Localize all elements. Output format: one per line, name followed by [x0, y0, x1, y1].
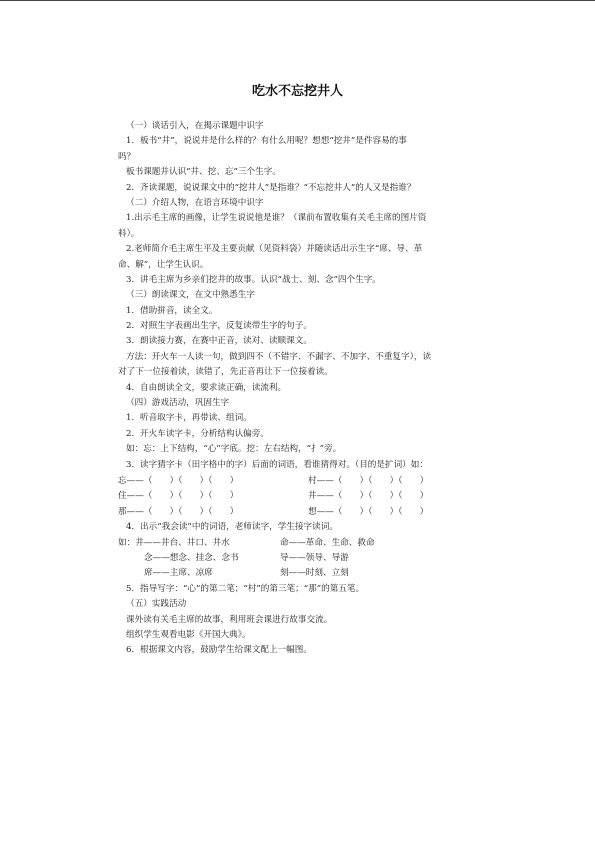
paragraph-line: 命、解”，让学生认识。 [118, 259, 209, 270]
fill-cell-left: 住——（ ）（ ）（ ） [118, 491, 239, 502]
paragraph-line: （三）朗读课文，在文中熟悉生字 [126, 290, 255, 301]
fill-cell-right: 想——（ ）（ ）（ ） [308, 506, 429, 517]
paragraph-line: 4．出示“我会读”中的词语，老师读字，学生接字读词。 [126, 522, 338, 533]
document-body [118, 119, 498, 659]
paragraph-line: 料）。 [118, 228, 140, 239]
fill-cell-left: 那——（ ）（ ）（ ） [118, 506, 239, 517]
example-row [118, 566, 498, 581]
example-row [118, 551, 498, 566]
paragraph-line: 6．根据课文内容，鼓励学生给课文配上一幅图。 [126, 645, 312, 656]
fill-row [118, 489, 498, 504]
paragraph-line: （一）谈话引入，在揭示课题中识字 [126, 121, 264, 131]
paragraph-line: 1.出示毛主席的画像，让学生说说他是谁？（课前布置收集有关毛主席的图片资 [126, 213, 427, 224]
paragraph-line: 4．自由朗读全文，要求读正确，读流利。 [126, 382, 287, 393]
paragraph-line: 1．听音取字卡，再带读、组词。 [126, 413, 252, 424]
example-left: 如：井——井台、井口、井水 [118, 537, 230, 548]
body-lines [118, 119, 498, 473]
closing-lines [118, 582, 498, 659]
example-right: 命——革命、生命、救命 [280, 537, 375, 548]
fill-in-table [118, 474, 498, 520]
paragraph-line: 课外读有关毛主席的故事，利用班会课进行故事交流。 [126, 614, 333, 625]
paragraph-line: 3．读字猜字卡（田字格中的字）后面的词语，看谁猜得对。（目的是扩词）如： [126, 459, 428, 470]
paragraph-line: 吗？ [118, 151, 136, 162]
page-top-border [0, 0, 595, 1]
paragraph-line: 1．板书“井”，说说井是什么样的？有什么用呢？想想“挖井”是件容易的事 [126, 136, 407, 147]
fill-cell-left: 忘——（ ）（ ）（ ） [118, 475, 239, 486]
paragraph-line: 2．开火车读字卡，分析结构认偏旁。 [126, 428, 269, 439]
document-title: 吃水不忘挖井人 [251, 84, 343, 99]
paragraph-line: （二）介绍人物，在语言环境中识字 [126, 197, 264, 208]
paragraph-line: 3．讲毛主席为乡亲们挖井的故事。认识“战士、刻、念”四个生字。 [126, 274, 381, 285]
paragraph-line: 5．指导写字：“心”的第二笔；“村”的第三笔；“那”的第五笔。 [126, 583, 365, 594]
example-right: 刻——时刻、立刻 [280, 568, 349, 579]
paragraph-line: 1．借助拼音，读全文。 [126, 305, 218, 316]
paragraph-line: 组织学生观看电影《开国大典》。 [126, 629, 251, 640]
paragraph-line: 2．对照生字表画出生字，反复读带生字的句子。 [126, 321, 312, 332]
paragraph-line: 方法：开火车一人读一句，做到四不（不错字、不漏字、不加字、不重复字），读 [126, 351, 432, 362]
paragraph-line: 板书课题并认识“井、挖、忘”三个生字。 [126, 167, 281, 178]
example-left: 念——想念、挂念、念书 [144, 552, 239, 563]
example-left: 席——主席、凉席 [144, 568, 213, 579]
fill-cell-right: 井——（ ）（ ）（ ） [308, 491, 429, 502]
paragraph-line: （四）游戏活动，巩固生字 [126, 398, 230, 409]
paragraph-line: 2．齐读课题，说说课文中的“挖井人”是指谁？“不忘挖井人”的人又是指谁？ [126, 182, 416, 193]
example-right: 导——领导、导游 [280, 552, 349, 563]
paragraph-line: 2.老师简介毛主席生平及主要贡献（见资料袋）并随读话出示生字“席、导、革 [126, 244, 423, 255]
paragraph-line: （五）实践活动 [126, 599, 187, 610]
fill-row [118, 505, 498, 520]
fill-cell-right: 村——（ ）（ ）（ ） [308, 475, 429, 486]
fill-row [118, 474, 498, 489]
paragraph-line: 如：忘：上下结构，“心”字底。挖：左右结构，“扌”旁。 [126, 444, 342, 455]
paragraph-line: 3．朗读接力赛，在赛中正音，读对、读顺课文。 [126, 336, 312, 347]
word-examples [118, 536, 498, 582]
paragraph-line: 对了下一位接着读，读错了，先正音再让下一位接着读。 [118, 367, 333, 378]
example-row [118, 536, 498, 551]
